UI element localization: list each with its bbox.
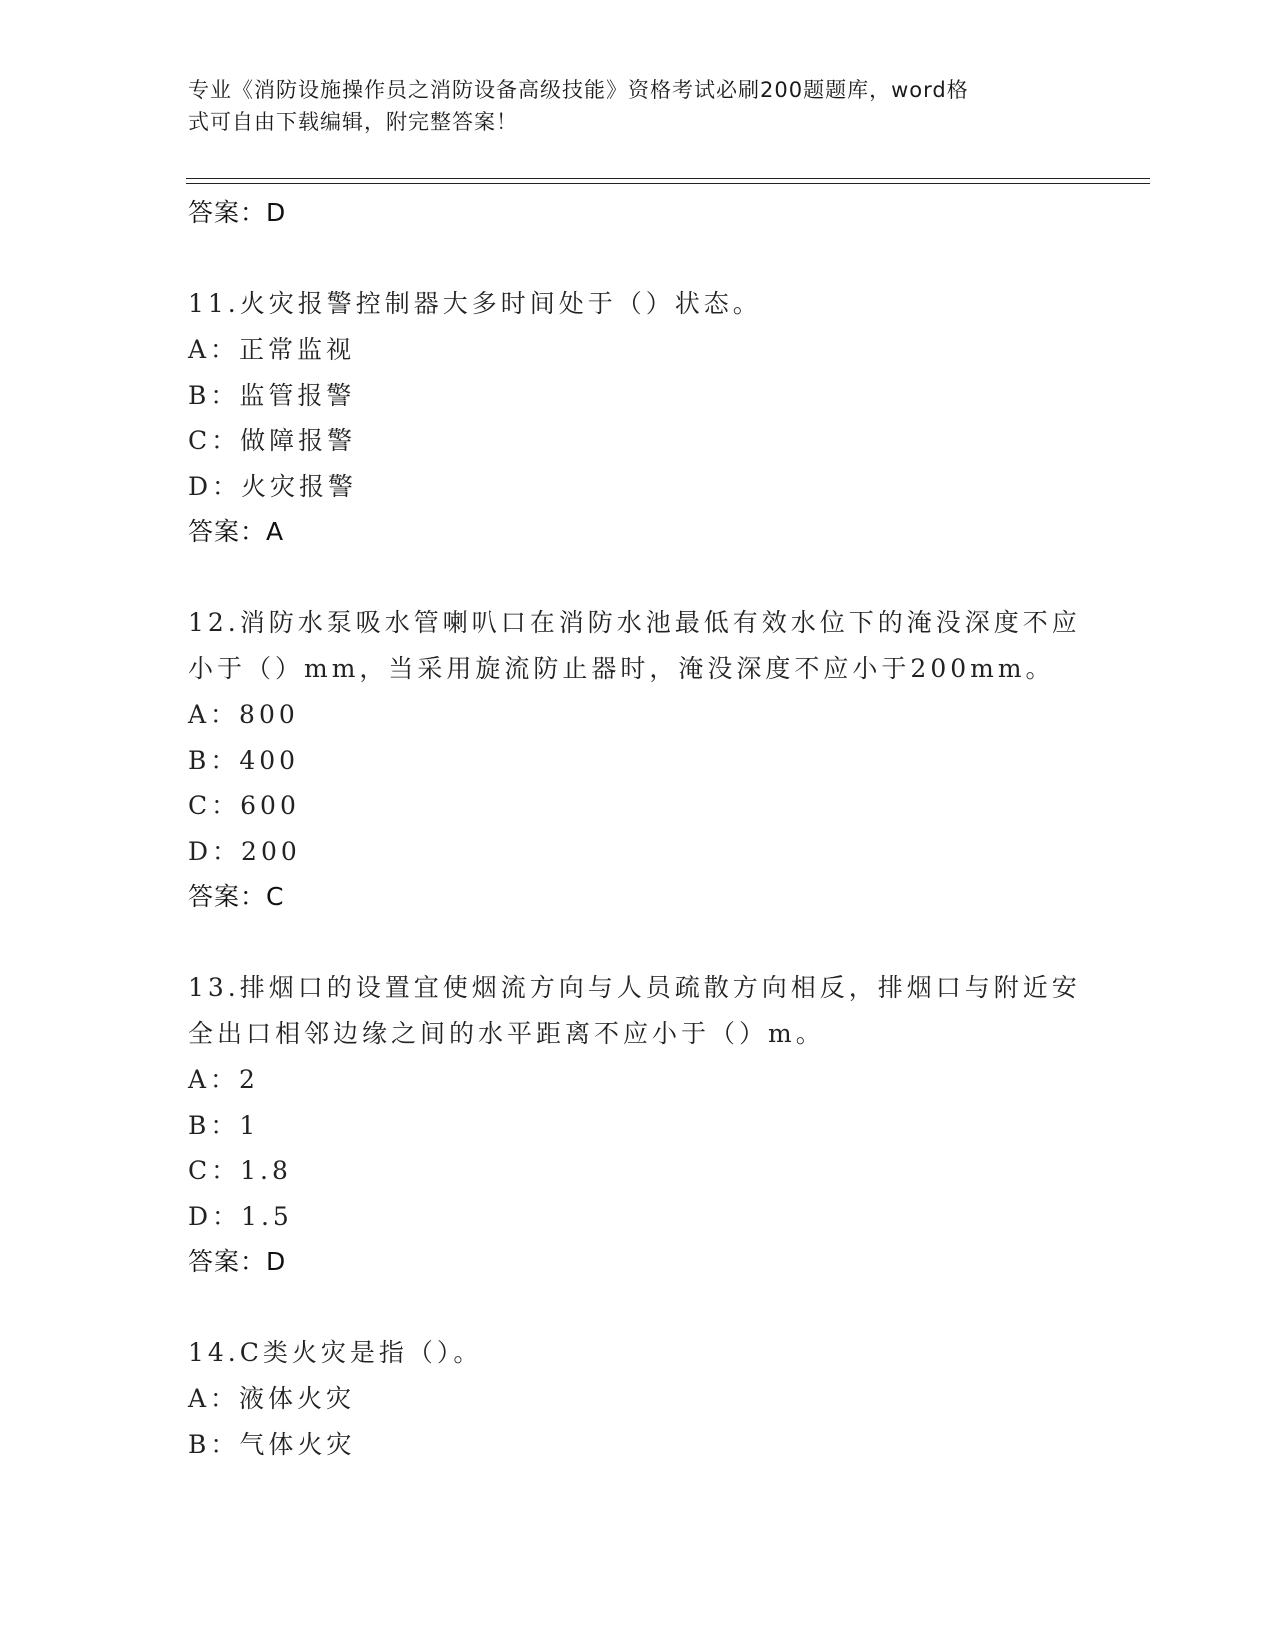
header-divider-bottom — [186, 183, 1150, 184]
option-b: B：气体火灾 — [188, 1429, 356, 1459]
answer-line: 答案：D — [188, 198, 287, 227]
question-text-line-2: 全出口相邻边缘之间的水平距离不应小于（）m。 — [188, 1019, 825, 1048]
option-b: B：监管报警 — [188, 380, 356, 410]
question-text-line-1: 12.消防水泵吸水管喇叭口在消防水池最低有效水位下的淹没深度不应 — [188, 608, 1081, 637]
option-d: D：200 — [188, 836, 301, 866]
question-14 — [188, 1330, 1088, 1467]
answer-line: 答案：D — [188, 1247, 287, 1276]
option-c: C：1.8 — [188, 1156, 292, 1185]
option-d: D：火灾报警 — [188, 471, 358, 501]
question-text-line-2: 小于（）mm，当采用旋流防止器时，淹没深度不应小于200mm。 — [188, 654, 1055, 683]
header-divider-top — [186, 178, 1150, 179]
option-d: D：1.5 — [188, 1201, 293, 1231]
question-11 — [188, 281, 1088, 555]
option-a: A：正常监视 — [188, 335, 356, 364]
question-12 — [188, 600, 1088, 920]
header-line-1: 专业《消防设施操作员之消防设备高级技能》资格考试必刷200题题库，word格 — [188, 78, 969, 102]
question-text-line-1: 13.排烟口的设置宜使烟流方向与人员疏散方向相反，排烟口与附近安 — [188, 973, 1081, 1002]
option-b: B：1 — [188, 1110, 260, 1140]
question-13 — [188, 965, 1088, 1285]
option-b: B：400 — [188, 745, 300, 775]
option-a: A：800 — [188, 700, 299, 729]
option-a: A：液体火灾 — [188, 1384, 356, 1413]
option-c: C：600 — [188, 791, 300, 820]
answer-line: 答案：A — [188, 517, 285, 546]
answer-line: 答案：C — [188, 882, 285, 911]
option-a: A：2 — [188, 1065, 259, 1094]
header-line-2: 式可自由下载编辑，附完整答案！ — [188, 110, 518, 134]
question-list — [188, 190, 1088, 1467]
option-c: C：做障报警 — [188, 426, 357, 455]
question-text: 11.火灾报警控制器大多时间处于（）状态。 — [188, 289, 762, 318]
document-header — [188, 74, 1068, 138]
question-text: 14.C类火灾是指（）。 — [188, 1338, 483, 1367]
